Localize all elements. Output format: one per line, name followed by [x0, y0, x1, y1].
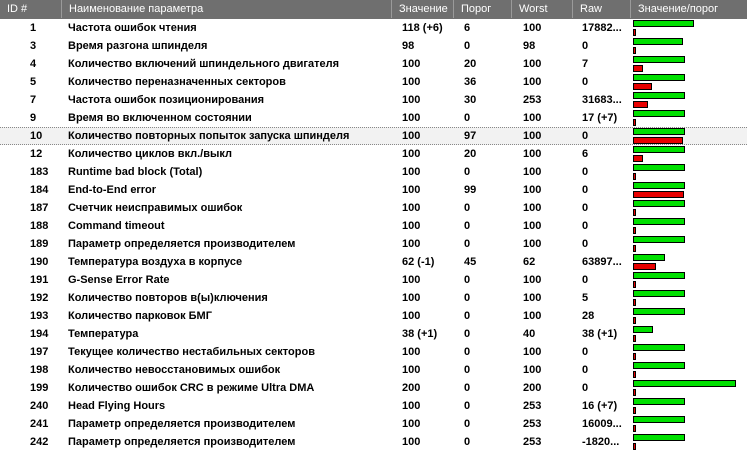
- value-threshold-bars: [633, 73, 747, 91]
- table-row[interactable]: [0, 379, 747, 397]
- cell-id: 189: [30, 238, 49, 250]
- cell-worst: 253: [523, 400, 542, 412]
- value-bar: [633, 56, 685, 63]
- threshold-bar: [633, 65, 643, 72]
- cell-threshold: 0: [464, 436, 471, 448]
- value-bar: [633, 416, 685, 423]
- cell-worst: 253: [523, 418, 542, 430]
- value-bar: [633, 254, 665, 261]
- cell-id: 10: [30, 130, 43, 142]
- table-row[interactable]: [0, 271, 747, 289]
- cell-id: 5: [30, 76, 37, 88]
- value-bar: [633, 74, 685, 81]
- cell-worst: 100: [523, 58, 542, 70]
- header-worst[interactable]: Worst: [512, 0, 573, 18]
- cell-worst: 100: [523, 310, 542, 322]
- cell-raw: 28: [582, 310, 595, 322]
- cell-raw: 0: [582, 76, 589, 88]
- cell-id: 197: [30, 346, 49, 358]
- value-bar: [633, 182, 685, 189]
- cell-value: 100: [402, 220, 421, 232]
- cell-threshold: 20: [464, 58, 477, 70]
- value-bar: [633, 308, 685, 315]
- value-bar: [633, 38, 683, 45]
- cell-raw: 38 (+1): [582, 328, 618, 340]
- value-bar: [633, 434, 685, 441]
- table-row[interactable]: [0, 397, 747, 415]
- cell-name: Количество повторных попыток запуска шпинделя: [68, 130, 350, 142]
- value-bar: [633, 92, 685, 99]
- cell-name: Количество циклов вкл./выкл: [68, 148, 232, 160]
- cell-id: 1: [30, 22, 37, 34]
- cell-name: Head Flying Hours: [68, 400, 166, 412]
- cell-raw: 0: [582, 346, 589, 358]
- cell-name: Command timeout: [68, 220, 165, 232]
- cell-id: 191: [30, 274, 49, 286]
- value-threshold-bars: [633, 19, 747, 37]
- cell-threshold: 0: [464, 346, 471, 358]
- table-row[interactable]: [0, 19, 747, 37]
- threshold-bar: [633, 263, 656, 270]
- cell-raw: 0: [582, 364, 589, 376]
- value-threshold-bars: [633, 433, 747, 451]
- cell-worst: 100: [523, 238, 542, 250]
- value-threshold-bars: [633, 253, 747, 271]
- table-row[interactable]: [0, 55, 747, 73]
- value-bar: [633, 20, 694, 27]
- threshold-bar: [633, 191, 684, 198]
- cell-value: 100: [402, 364, 421, 376]
- cell-name: Количество включений шпиндельного двигателя: [68, 58, 340, 70]
- header-raw[interactable]: Raw: [573, 0, 631, 18]
- cell-raw: 0: [582, 274, 589, 286]
- threshold-bar: [633, 155, 643, 162]
- value-threshold-bars: [633, 55, 747, 73]
- cell-worst: 253: [523, 436, 542, 448]
- cell-raw: 16 (+7): [582, 400, 618, 412]
- cell-name: Частота ошибок чтения: [68, 22, 197, 34]
- cell-name: Время разгона шпинделя: [68, 40, 208, 52]
- cell-value: 100: [402, 436, 421, 448]
- value-bar: [633, 326, 653, 333]
- table-row[interactable]: [0, 217, 747, 235]
- cell-raw: 7: [582, 58, 589, 70]
- cell-raw: 0: [582, 130, 589, 142]
- cell-worst: 100: [523, 364, 542, 376]
- value-threshold-bars: [633, 37, 747, 55]
- cell-name: Время во включенном состоянии: [68, 112, 252, 124]
- cell-threshold: 0: [464, 220, 471, 232]
- cell-threshold: 0: [464, 382, 471, 394]
- cell-id: 184: [30, 184, 49, 196]
- cell-worst: 100: [523, 148, 542, 160]
- cell-id: 3: [30, 40, 37, 52]
- table-row[interactable]: [0, 361, 747, 379]
- cell-value: 100: [402, 418, 421, 430]
- cell-value: 100: [402, 166, 421, 178]
- cell-raw: 17 (+7): [582, 112, 618, 124]
- threshold-bar: [633, 317, 636, 324]
- value-threshold-bars: [633, 91, 747, 109]
- table-row[interactable]: [0, 235, 747, 253]
- threshold-bar: [633, 137, 683, 144]
- cell-id: 192: [30, 292, 49, 304]
- cell-value: 100: [402, 400, 421, 412]
- table-row[interactable]: [0, 415, 747, 433]
- cell-name: Параметр определяется производителем: [68, 436, 296, 448]
- value-threshold-bars: [633, 289, 747, 307]
- cell-id: 242: [30, 436, 49, 448]
- cell-threshold: 6: [464, 22, 471, 34]
- cell-value: 38 (+1): [402, 328, 438, 340]
- cell-threshold: 0: [464, 418, 471, 430]
- cell-threshold: 99: [464, 184, 477, 196]
- threshold-bar: [633, 227, 636, 234]
- cell-threshold: 0: [464, 112, 471, 124]
- cell-worst: 200: [523, 382, 542, 394]
- value-bar: [633, 290, 685, 297]
- cell-threshold: 0: [464, 310, 471, 322]
- value-bar: [633, 110, 685, 117]
- threshold-bar: [633, 119, 636, 126]
- table-row[interactable]: [0, 343, 747, 361]
- cell-name: Количество ошибок CRC в режиме Ultra DMA: [68, 382, 315, 394]
- value-threshold-bars: [633, 379, 747, 397]
- cell-worst: 100: [523, 184, 542, 196]
- cell-value: 200: [402, 382, 421, 394]
- threshold-bar: [633, 335, 636, 342]
- header-ratio[interactable]: Значение/порог: [638, 3, 719, 15]
- cell-id: 183: [30, 166, 49, 178]
- table-row[interactable]: [0, 289, 747, 307]
- cell-name: Температура воздуха в корпусе: [68, 256, 243, 268]
- threshold-bar: [633, 443, 636, 450]
- cell-worst: 100: [523, 76, 542, 88]
- cell-name: G-Sense Error Rate: [68, 274, 170, 286]
- value-threshold-bars: [633, 163, 747, 181]
- cell-name: End-to-End error: [68, 184, 156, 196]
- value-threshold-bars: [633, 145, 747, 163]
- cell-worst: 100: [523, 274, 542, 286]
- table-row[interactable]: [0, 127, 747, 145]
- cell-value: 98: [402, 40, 415, 52]
- value-threshold-bars: [633, 343, 747, 361]
- table-row[interactable]: [0, 37, 747, 55]
- cell-value: 100: [402, 130, 421, 142]
- cell-name: Количество невосстановимых ошибок: [68, 364, 281, 376]
- cell-raw: 16009...: [582, 418, 622, 430]
- cell-id: 9: [30, 112, 37, 124]
- cell-name: Частота ошибок позиционирования: [68, 94, 265, 106]
- cell-name: Температура: [68, 328, 139, 340]
- cell-threshold: 36: [464, 76, 477, 88]
- threshold-bar: [633, 389, 636, 396]
- header-value[interactable]: Значение: [392, 0, 454, 18]
- cell-worst: 100: [523, 292, 542, 304]
- threshold-bar: [633, 371, 636, 378]
- cell-worst: 62: [523, 256, 536, 268]
- cell-threshold: 0: [464, 40, 471, 52]
- cell-id: 12: [30, 148, 43, 160]
- cell-id: 190: [30, 256, 49, 268]
- column-header-bar: [0, 0, 747, 19]
- cell-threshold: 0: [464, 364, 471, 376]
- cell-worst: 100: [523, 346, 542, 358]
- value-threshold-bars: [633, 415, 747, 433]
- cell-worst: 100: [523, 22, 542, 34]
- value-threshold-bars: [633, 397, 747, 415]
- cell-name: Количество парковок БМГ: [68, 310, 212, 322]
- value-bar: [633, 146, 685, 153]
- threshold-bar: [633, 245, 636, 252]
- cell-id: 7: [30, 94, 37, 106]
- cell-value: 100: [402, 346, 421, 358]
- cell-name: Количество переназначенных секторов: [68, 76, 286, 88]
- cell-value: 100: [402, 58, 421, 70]
- cell-value: 62 (-1): [402, 256, 435, 268]
- cell-threshold: 0: [464, 166, 471, 178]
- threshold-bar: [633, 29, 636, 36]
- cell-name: Количество повторов в(ы)ключения: [68, 292, 268, 304]
- value-bar: [633, 164, 685, 171]
- cell-id: 241: [30, 418, 49, 430]
- cell-threshold: 97: [464, 130, 477, 142]
- header-name[interactable]: Наименование параметра: [62, 0, 392, 18]
- cell-id: 187: [30, 202, 49, 214]
- cell-raw: 0: [582, 40, 589, 52]
- table-row[interactable]: [0, 73, 747, 91]
- threshold-bar: [633, 101, 648, 108]
- threshold-bar: [633, 83, 652, 90]
- cell-value: 100: [402, 274, 421, 286]
- cell-raw: 0: [582, 220, 589, 232]
- cell-raw: 0: [582, 238, 589, 250]
- cell-name: Счетчик неисправимых ошибок: [68, 202, 243, 214]
- cell-worst: 40: [523, 328, 536, 340]
- threshold-bar: [633, 299, 636, 306]
- cell-value: 118 (+6): [402, 22, 443, 34]
- cell-threshold: 30: [464, 94, 477, 106]
- table-row[interactable]: [0, 145, 747, 163]
- cell-raw: 0: [582, 166, 589, 178]
- cell-name: Параметр определяется производителем: [68, 238, 296, 250]
- value-threshold-bars: [633, 127, 747, 145]
- cell-raw: 0: [582, 382, 589, 394]
- cell-value: 100: [402, 112, 421, 124]
- cell-value: 100: [402, 292, 421, 304]
- table-row[interactable]: [0, 199, 747, 217]
- value-threshold-bars: [633, 199, 747, 217]
- cell-raw: 0: [582, 184, 589, 196]
- value-bar: [633, 218, 685, 225]
- value-threshold-bars: [633, 235, 747, 253]
- value-threshold-bars: [633, 109, 747, 127]
- cell-threshold: 0: [464, 202, 471, 214]
- value-threshold-bars: [633, 361, 747, 379]
- cell-name: Параметр определяется производителем: [68, 418, 296, 430]
- cell-value: 100: [402, 238, 421, 250]
- table-row[interactable]: [0, 325, 747, 343]
- cell-value: 100: [402, 76, 421, 88]
- value-bar: [633, 236, 685, 243]
- cell-value: 100: [402, 184, 421, 196]
- value-bar: [633, 344, 685, 351]
- cell-raw: 31683...: [582, 94, 622, 106]
- cell-threshold: 0: [464, 292, 471, 304]
- value-threshold-bars: [633, 271, 747, 289]
- cell-worst: 253: [523, 94, 542, 106]
- value-bar: [633, 398, 685, 405]
- cell-value: 100: [402, 202, 421, 214]
- cell-id: 198: [30, 364, 49, 376]
- value-bar: [633, 200, 685, 207]
- cell-worst: 100: [523, 220, 542, 232]
- cell-threshold: 0: [464, 274, 471, 286]
- cell-raw: 5: [582, 292, 589, 304]
- cell-id: 193: [30, 310, 49, 322]
- cell-raw: 17882...: [582, 22, 622, 34]
- cell-raw: -1820...: [582, 436, 620, 448]
- value-bar: [633, 128, 685, 135]
- cell-worst: 100: [523, 202, 542, 214]
- cell-raw: 6: [582, 148, 589, 160]
- cell-threshold: 0: [464, 238, 471, 250]
- threshold-bar: [633, 173, 636, 180]
- cell-name: Текущее количество нестабильных секторов: [68, 346, 315, 358]
- header-threshold[interactable]: Порог: [454, 0, 512, 18]
- threshold-bar: [633, 209, 636, 216]
- cell-id: 4: [30, 58, 37, 70]
- table-row[interactable]: [0, 181, 747, 199]
- value-bar: [633, 272, 685, 279]
- threshold-bar: [633, 425, 636, 432]
- cell-id: 199: [30, 382, 49, 394]
- header-id[interactable]: ID #: [0, 0, 62, 18]
- table-row[interactable]: [0, 307, 747, 325]
- cell-worst: 100: [523, 130, 542, 142]
- cell-worst: 100: [523, 112, 542, 124]
- cell-id: 188: [30, 220, 49, 232]
- cell-raw: 63897...: [582, 256, 622, 268]
- threshold-bar: [633, 353, 636, 360]
- table-row[interactable]: [0, 163, 747, 181]
- cell-value: 100: [402, 310, 421, 322]
- table-row[interactable]: [0, 253, 747, 271]
- cell-threshold: 20: [464, 148, 477, 160]
- value-bar: [633, 380, 736, 387]
- table-row[interactable]: [0, 109, 747, 127]
- threshold-bar: [633, 47, 636, 54]
- cell-threshold: 0: [464, 400, 471, 412]
- table-row[interactable]: [0, 433, 747, 451]
- cell-name: Runtime bad block (Total): [68, 166, 203, 178]
- value-threshold-bars: [633, 325, 747, 343]
- value-threshold-bars: [633, 217, 747, 235]
- cell-worst: 98: [523, 40, 536, 52]
- threshold-bar: [633, 281, 636, 288]
- value-threshold-bars: [633, 307, 747, 325]
- cell-threshold: 45: [464, 256, 477, 268]
- value-bar: [633, 362, 685, 369]
- cell-value: 100: [402, 94, 421, 106]
- cell-raw: 0: [582, 202, 589, 214]
- value-threshold-bars: [633, 181, 747, 199]
- cell-worst: 100: [523, 166, 542, 178]
- cell-id: 240: [30, 400, 49, 412]
- cell-id: 194: [30, 328, 49, 340]
- threshold-bar: [633, 407, 636, 414]
- table-row[interactable]: [0, 91, 747, 109]
- cell-threshold: 0: [464, 328, 471, 340]
- cell-value: 100: [402, 148, 421, 160]
